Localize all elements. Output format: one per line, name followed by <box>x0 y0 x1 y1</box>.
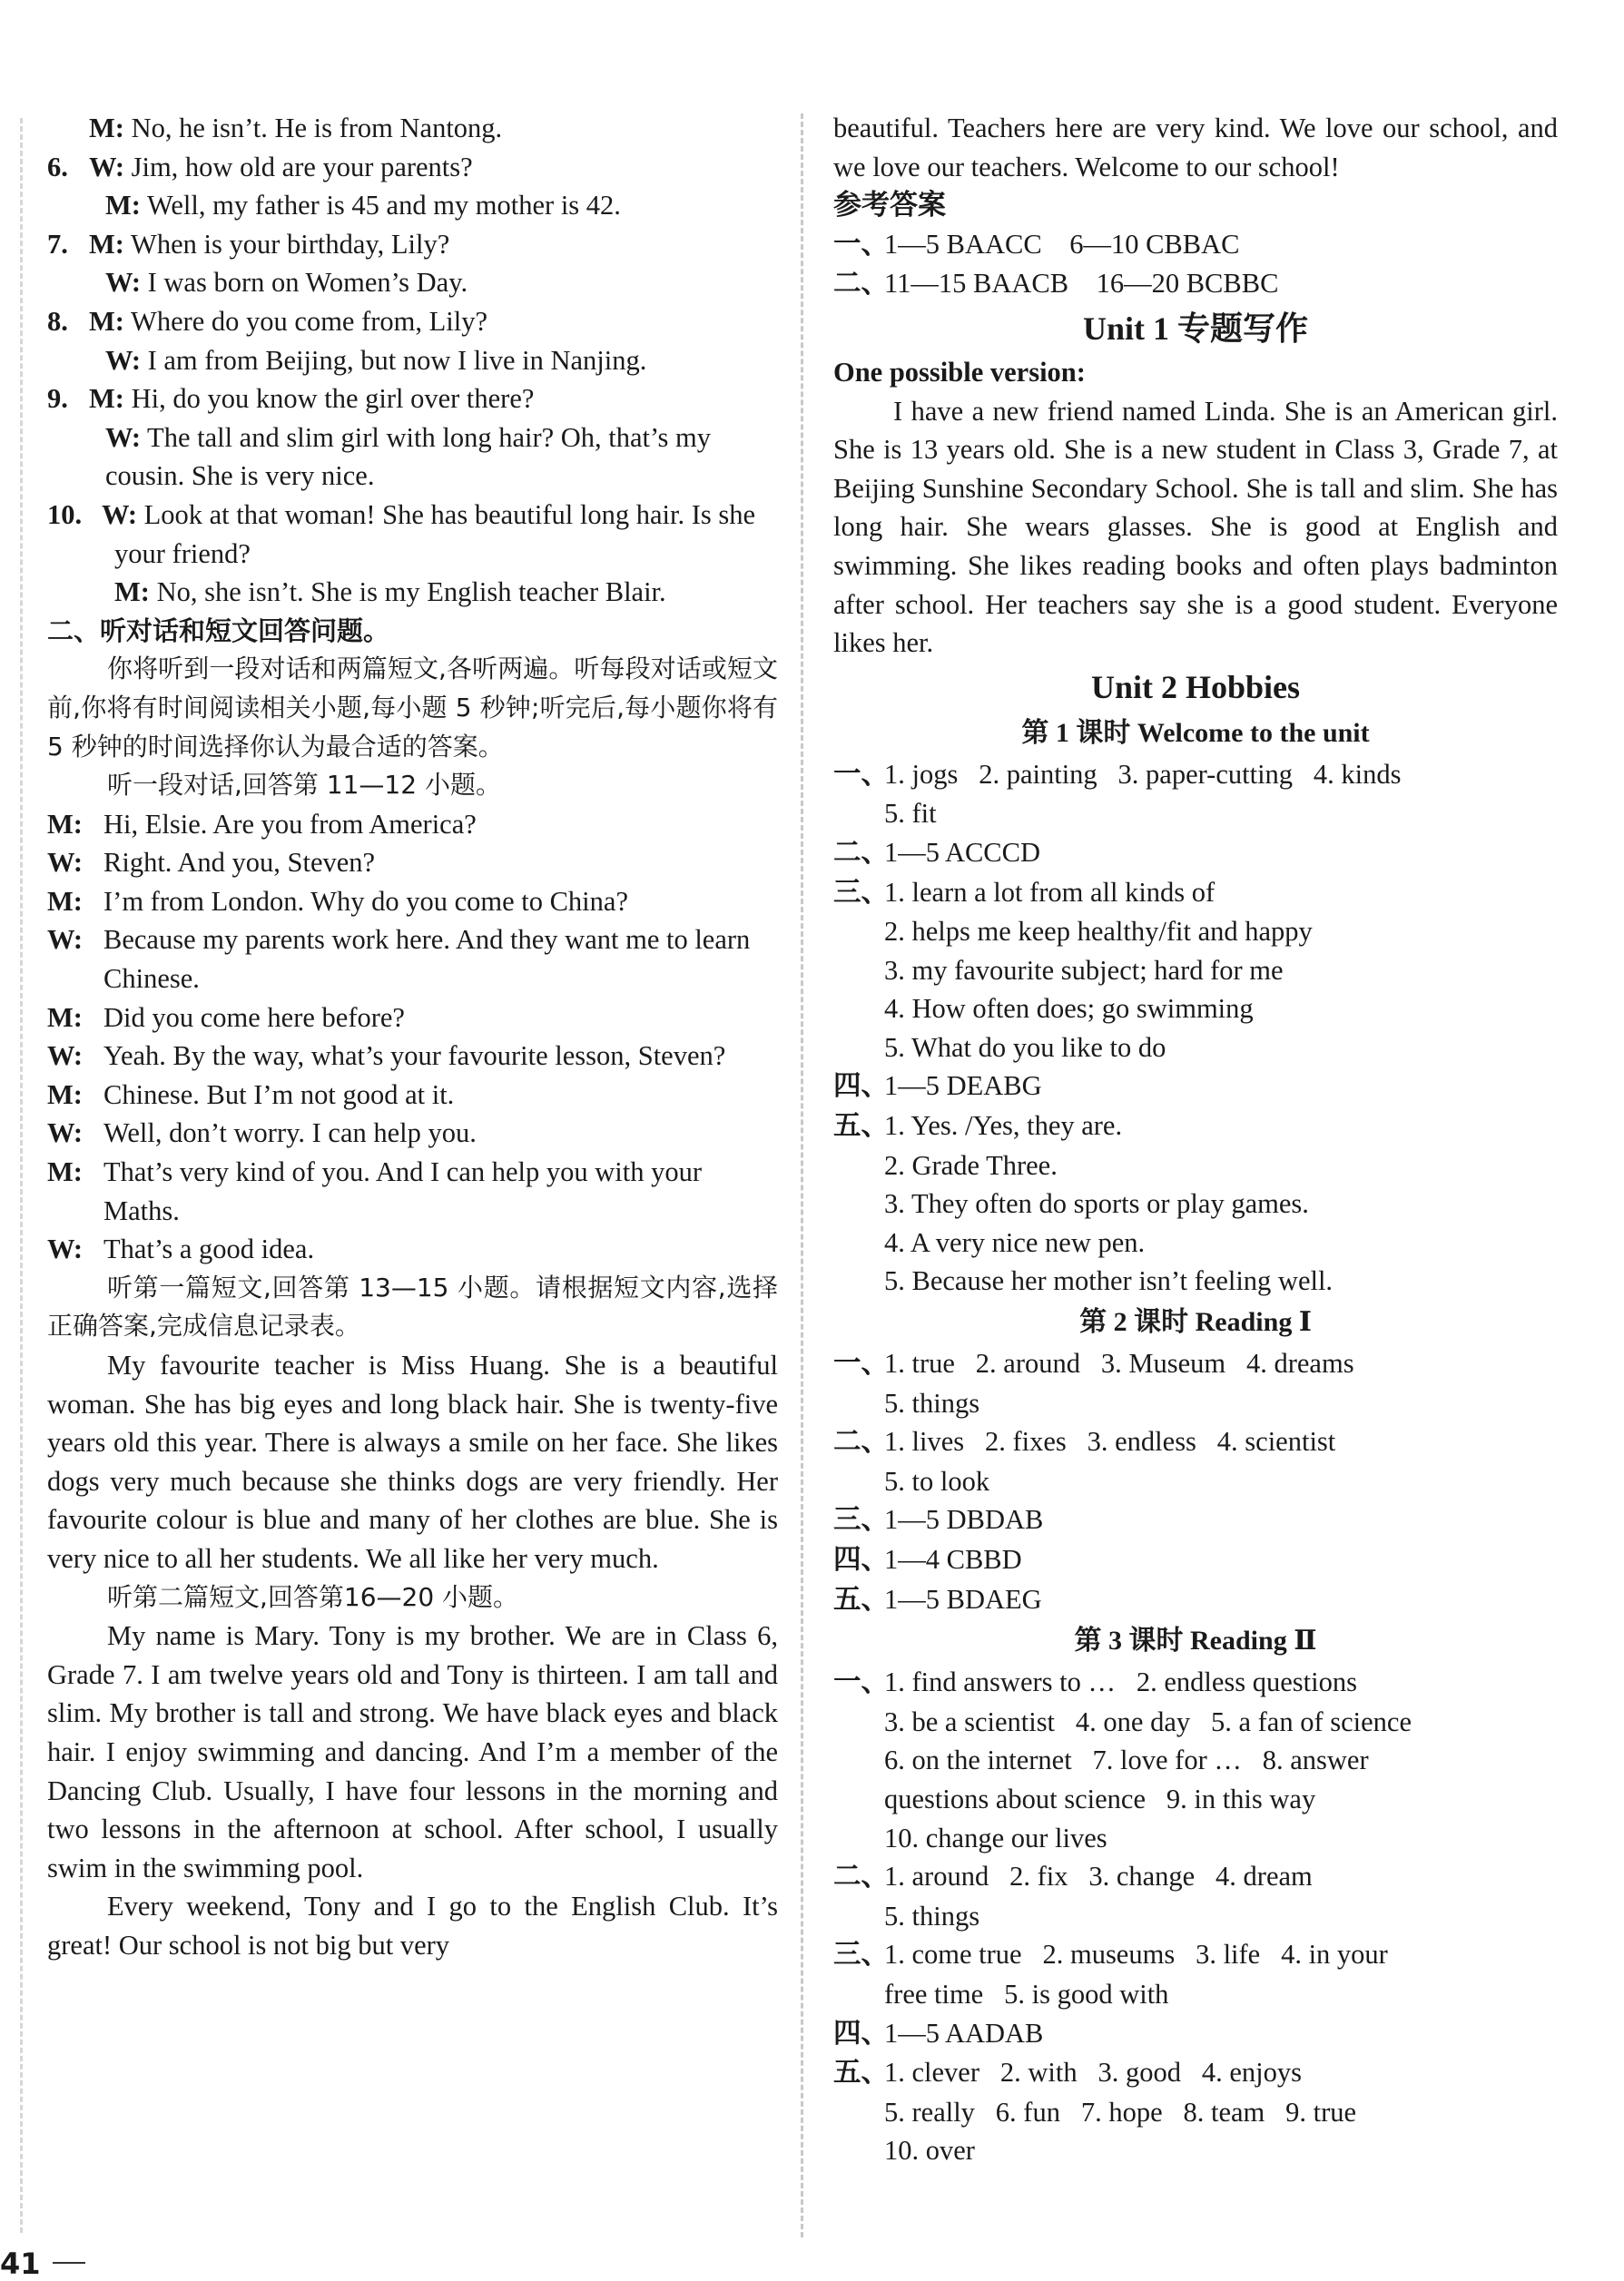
answer-part-label: 四、 <box>833 1544 889 1576</box>
dialog-text: Yeah. By the way, what’s your favourite lesson, Steven? <box>103 1040 726 1072</box>
answer-part-label: 五、 <box>833 1110 889 1143</box>
speaker: W: <box>47 1117 83 1149</box>
dialog-line <box>47 1076 778 1115</box>
dialog-line <box>47 225 778 264</box>
answer-text: 3. my favourite subject; hard for me <box>884 954 1284 986</box>
passage2-intro: 听第二篇短文,回答第16—20 小题。 <box>107 1581 519 1612</box>
answer-text: 1—4 CBBD <box>884 1544 1022 1575</box>
dialog-line <box>47 920 778 998</box>
dialog-text: The tall and slim girl with long hair? Oh, that’s my cousin. She is very nice. <box>105 421 711 492</box>
dialog-line <box>47 379 778 418</box>
answer-line <box>833 225 1558 265</box>
dialog-text: Where do you come from, Lily? <box>123 305 487 337</box>
lesson2-title: 第 2 课时 Reading Ⅰ <box>1079 1307 1312 1338</box>
dialog-line <box>47 882 778 921</box>
answer-line <box>833 2131 1558 2170</box>
answer-line <box>833 1067 1558 1106</box>
dialog-line <box>47 1037 778 1076</box>
answer-line <box>833 1106 1558 1146</box>
passage1-intro: 听第一篇短文,回答第 13—15 小题。请根据短文内容,选择正确答案,完成信息记录表。 <box>47 1272 778 1342</box>
dialog-line <box>47 418 778 496</box>
answer-text: free time 5. is good with <box>884 1978 1169 2010</box>
section2-instruction: 你将听到一段对话和两篇短文,各听两遍。听每段对话或短文前,你将有时间阅读相关小题,每小题 5 秒钟;听完后,每小题你将有 5 秒钟的时间选择你认为最合适的答案。 <box>47 654 778 762</box>
answer-line <box>833 794 1558 833</box>
question-number: 8. <box>47 305 68 337</box>
answer-part-label: 二、 <box>833 836 889 869</box>
unit2-title: Unit 2 Hobbies <box>1090 668 1301 705</box>
dialog-text: That’s a good idea. <box>103 1234 315 1265</box>
answer-part-label: 二、 <box>833 1426 889 1459</box>
answer-text: 5. fit <box>884 798 937 830</box>
dialog-line <box>47 998 778 1037</box>
answer-part-label: 三、 <box>833 1504 889 1537</box>
answer-text: 3. They often do sports or play games. <box>884 1188 1309 1220</box>
dialog-text: Well, my father is 45 and my mother is 42. <box>140 190 621 221</box>
answer-text: 1. come true 2. museums 3. life 4. in your <box>884 1939 1388 1971</box>
answer-text: 4. How often does; go swimming <box>884 993 1254 1025</box>
answer-text: 10. over <box>884 2135 975 2167</box>
speaker: M: <box>114 576 150 608</box>
passage2-end: beautiful. Teachers here are very kind. We love our school, and we love our teachers. Welcome to our school! <box>833 113 1558 182</box>
dialog-line <box>47 1230 778 1269</box>
answer-line <box>833 1344 1558 1384</box>
answer-text: 1. clever 2. with 3. good 4. enjoys <box>884 2057 1302 2089</box>
answer-text: 2. Grade Three. <box>884 1149 1058 1181</box>
answer-text: 1—5 DEABG <box>884 1070 1042 1102</box>
answer-line <box>833 1500 1558 1540</box>
reference-answers <box>833 225 1558 304</box>
dialog-line <box>47 1114 778 1153</box>
dialog-part1 <box>47 109 778 612</box>
answer-line <box>833 1146 1558 1185</box>
dialog-text: That’s very kind of you. And I can help you with your Maths. <box>103 1156 703 1226</box>
speaker: W: <box>47 847 83 879</box>
dialog-line <box>47 843 778 882</box>
speaker: W: <box>47 1234 83 1265</box>
dialog-text: Did you come here before? <box>103 1001 405 1033</box>
answer-text: 5. things <box>884 1900 980 1932</box>
answer-line <box>833 989 1558 1028</box>
speaker: M: <box>89 305 124 337</box>
answer-text: 1. true 2. around 3. Museum 4. dreams <box>884 1348 1354 1380</box>
left-column <box>47 109 778 1965</box>
speaker: M: <box>89 113 124 143</box>
dialog-text: I’m from London. Why do you come to China? <box>103 885 628 917</box>
question-number: 7. <box>47 228 68 260</box>
dialog-line <box>47 1153 778 1230</box>
page-number-dash <box>53 2262 85 2264</box>
dialog-text: Because my parents work here. And they want me to learn Chinese. <box>103 924 751 995</box>
question-number: 10. <box>47 498 83 530</box>
answer-text: 1—5 BAACC 6—10 CBBAC <box>884 228 1240 260</box>
answer-text: 5. to look <box>884 1465 990 1497</box>
dialog-line <box>47 805 778 844</box>
answer-text: 5. really 6. fun 7. hope 8. team 9. true <box>884 2096 1357 2128</box>
dialog-part2 <box>47 805 778 1269</box>
answer-line <box>833 1224 1558 1263</box>
question-number: 9. <box>47 383 68 415</box>
speaker: W: <box>47 924 83 956</box>
question-number: 6. <box>47 151 68 182</box>
passage2-paragraph1: My name is Mary. Tony is my brother. We are in Class 6, Grade 7. I am twelve years old and Tony is thirteen. I am tall and slim. My brother is tall and strong. We have black eyes and black hair. I enjoy swimming and dancing. And I’m a member of the Dancing Club. Usually, I have four lessons in the morning and two lessons in the afternoon at school. After school, I usually swim in the swimming pool. <box>47 1620 778 1883</box>
answer-line <box>833 1384 1558 1423</box>
answer-text: 1. lives 2. fixes 3. endless 4. scientist <box>884 1426 1336 1458</box>
answer-part-label: 一、 <box>833 228 889 261</box>
answer-text: 1. learn a lot from all kinds of <box>884 876 1216 908</box>
dialog-line <box>47 186 778 225</box>
answer-text: 1. find answers to … 2. endless questions <box>884 1667 1357 1698</box>
answer-part-label: 三、 <box>833 1939 889 1971</box>
answer-text: 10. change our lives <box>884 1822 1107 1853</box>
speaker: W: <box>102 498 137 530</box>
answer-part-label: 三、 <box>833 876 889 909</box>
answer-text: 4. A very nice new pen. <box>884 1226 1146 1258</box>
page-number: 41 <box>0 2247 41 2281</box>
answer-line <box>833 912 1558 951</box>
answer-line <box>833 264 1558 304</box>
passage1: My favourite teacher is Miss Huang. She is a beautiful woman. She has big eyes and long black hair. She is twenty-five years old this year. There is always a smile on her face. She likes dogs very much because she thinks dogs are very friendly. Her favourite colour is blue and many of her clothes are blue. She is very nice to all her students. We all like her very much. <box>47 1350 778 1574</box>
binding-margin <box>20 118 23 2233</box>
speaker: M: <box>47 1078 83 1110</box>
answer-part-label: 五、 <box>833 2057 889 2089</box>
speaker: W: <box>89 151 124 182</box>
speaker: M: <box>89 383 124 415</box>
dialog-line <box>47 573 778 612</box>
answer-line <box>833 1857 1558 1897</box>
speaker: M: <box>47 1156 83 1188</box>
lesson2-answers <box>833 1344 1558 1619</box>
answer-line <box>833 833 1558 873</box>
answer-line <box>833 951 1558 990</box>
dialog-line <box>47 302 778 341</box>
dialog-line <box>47 109 778 148</box>
answer-line <box>833 1185 1558 1224</box>
speaker: W: <box>105 267 141 299</box>
dialog-text: When is your birthday, Lily? <box>123 228 450 260</box>
answer-line <box>833 755 1558 795</box>
answer-text: 6. on the internet 7. love for … 8. answer <box>884 1745 1369 1776</box>
lesson1-title: 第 1 课时 Welcome to the unit <box>1021 717 1370 748</box>
answer-text: 3. be a scientist 4. one day 5. a fan of science <box>884 1706 1412 1737</box>
answer-line <box>833 1028 1558 1067</box>
version-label: One possible version: <box>833 356 1086 388</box>
dialog-text: Hi, Elsie. Are you from America? <box>103 808 477 840</box>
column-divider <box>801 113 803 2237</box>
answer-line <box>833 2053 1558 2093</box>
section2-title: 二、听对话和短文回答问题。 <box>47 614 390 646</box>
answer-line <box>833 1540 1558 1580</box>
dialog-intro: 听一段对话,回答第 11—12 小题。 <box>107 770 501 801</box>
answer-part-label: 一、 <box>833 758 889 791</box>
dialog-line <box>47 148 778 187</box>
answer-part-label: 四、 <box>833 1070 889 1103</box>
dialog-text: Well, don’t worry. I can help you. <box>103 1117 477 1149</box>
passage2-paragraph2: Every weekend, Tony and I go to the English Club. It’s great! Our school is not big but very <box>47 1891 778 1961</box>
dialog-text: Hi, do you know the girl over there? <box>123 383 535 415</box>
dialog-text: I was born on Women’s Day. <box>140 267 468 299</box>
dialog-text: Chinese. But I’m not good at it. <box>103 1078 455 1110</box>
answer-text: 1—5 ACCCD <box>884 836 1041 868</box>
answer-line <box>833 1935 1558 1975</box>
speaker: W: <box>105 421 141 453</box>
reference-answers-title: 参考答案 <box>833 189 946 222</box>
speaker: M: <box>47 1001 83 1033</box>
speaker: W: <box>47 1040 83 1072</box>
answer-text: 5. Because her mother isn’t feeling well. <box>884 1265 1334 1297</box>
answer-text: 1—5 DBDAB <box>884 1504 1044 1536</box>
dialog-line <box>47 496 778 573</box>
answer-text: 2. helps me keep healthy/fit and happy <box>884 916 1313 948</box>
answer-line <box>833 2014 1558 2054</box>
unit1-title: Unit 1 专题写作 <box>1082 310 1308 347</box>
answer-line <box>833 1462 1558 1501</box>
lesson1-answers <box>833 755 1558 1301</box>
answer-line <box>833 1741 1558 1780</box>
model-essay: I have a new friend named Linda. She is an American girl. She is 13 years old. She is a new student in Class 3, Grade 7, at Beijing Sunshine Secondary School. She is tall and slim. She has long hair. She wears glasses. She is good at English and swimming. She likes reading books and often plays badminton after school. Her teachers say she is a good student. Everyone likes her. <box>833 395 1558 659</box>
answer-line <box>833 1663 1558 1703</box>
answer-part-label: 四、 <box>833 2017 889 2050</box>
answer-text: 1. jogs 2. painting 3. paper-cutting 4. kinds <box>884 758 1402 790</box>
speaker: M: <box>47 808 83 840</box>
answer-text: 1—5 AADAB <box>884 2017 1044 2049</box>
answer-text: 5. things <box>884 1387 980 1419</box>
speaker: M: <box>105 190 141 221</box>
answer-part-label: 二、 <box>833 1861 889 1893</box>
dialog-text: No, she isn’t. She is my English teacher Blair. <box>149 576 666 608</box>
answer-line <box>833 873 1558 913</box>
answer-text: 1—5 BDAEG <box>884 1583 1042 1615</box>
answer-line <box>833 1819 1558 1858</box>
answer-part-label: 二、 <box>833 268 889 300</box>
answer-line <box>833 1580 1558 1620</box>
answer-text: 1. Yes. /Yes, they are. <box>884 1110 1123 1142</box>
answer-line <box>833 1262 1558 1301</box>
answer-line <box>833 1780 1558 1819</box>
dialog-text: I am from Beijing, but now I live in Nanjing. <box>140 344 647 376</box>
answer-line <box>833 1703 1558 1742</box>
answer-text: 1. around 2. fix 3. change 4. dream <box>884 1861 1313 1893</box>
answer-part-label: 一、 <box>833 1348 889 1381</box>
speaker: M: <box>89 228 124 260</box>
dialog-text: Jim, how old are your parents? <box>123 151 473 182</box>
right-column <box>833 109 1558 2170</box>
dialog-text: No, he isn’t. He is from Nantong. <box>123 113 503 143</box>
answer-text: 5. What do you like to do <box>884 1031 1166 1063</box>
answer-line <box>833 1897 1558 1936</box>
answer-text: questions about science 9. in this way <box>884 1783 1316 1814</box>
speaker: W: <box>105 344 141 376</box>
dialog-line <box>47 263 778 302</box>
answer-line <box>833 2093 1558 2132</box>
answer-part-label: 一、 <box>833 1667 889 1699</box>
dialog-text: Right. And you, Steven? <box>103 847 376 879</box>
dialog-line <box>47 341 778 380</box>
answer-line <box>833 1422 1558 1462</box>
answer-line <box>833 1975 1558 2014</box>
lesson3-answers <box>833 1663 1558 2170</box>
answer-part-label: 五、 <box>833 1583 889 1616</box>
dialog-text: Look at that woman! She has beautiful long hair. Is she your friend? <box>114 498 756 569</box>
lesson3-title: 第 3 课时 Reading Ⅱ <box>1074 1626 1317 1657</box>
answer-text: 11—15 BAACB 16—20 BCBBC <box>884 268 1279 300</box>
speaker: M: <box>47 885 83 917</box>
